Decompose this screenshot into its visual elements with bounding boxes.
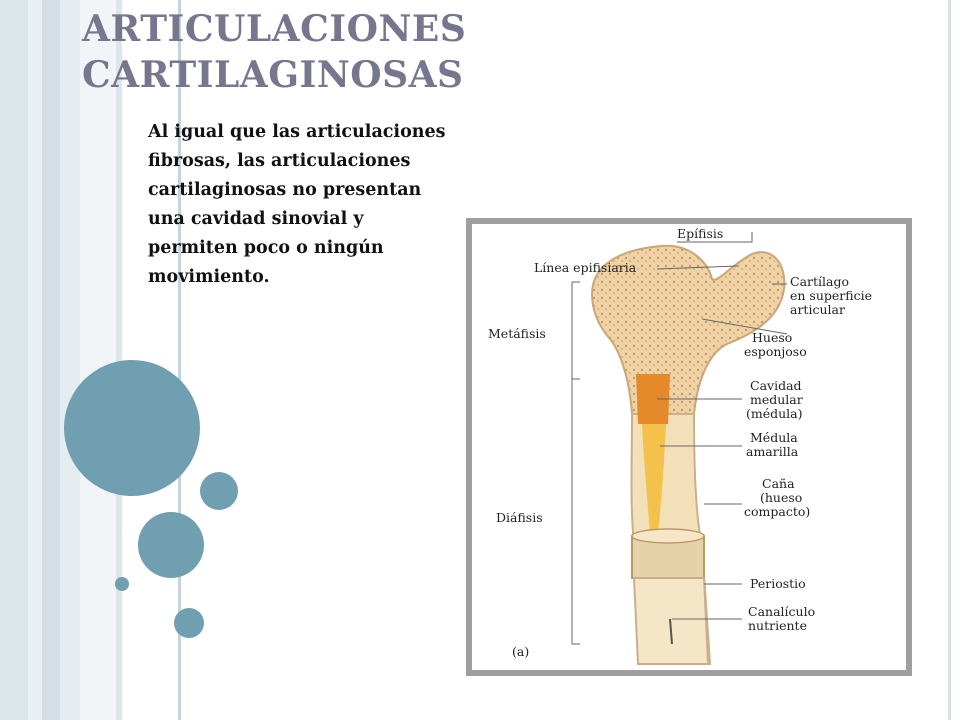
label-hueso-esponjoso: Hueso	[752, 330, 793, 345]
label-cavidad-medular: medular	[750, 392, 803, 407]
decor-stripe	[60, 0, 80, 720]
body-line: fibrosas, las articulaciones	[148, 151, 411, 171]
body-line: cartilaginosas no presentan	[148, 180, 422, 200]
label-cana: (hueso	[760, 490, 803, 505]
decor-stripe	[0, 0, 28, 720]
decor-stripe	[42, 0, 60, 720]
label-metafisis: Metáfisis	[488, 326, 546, 341]
label-cartilago: articular	[790, 302, 845, 317]
label-cavidad-medular: Cavidad	[750, 378, 802, 393]
label-medula-amarilla: amarilla	[746, 444, 799, 459]
bone-diagram	[472, 224, 906, 670]
label-medula-amarilla: Médula	[750, 430, 798, 445]
bone-figure-frame	[466, 218, 912, 676]
label-periostio: Periostio	[750, 576, 806, 591]
decor-stripe	[28, 0, 42, 720]
label-hueso-esponjoso: esponjoso	[744, 344, 807, 359]
label-canaliculo: nutriente	[748, 618, 807, 633]
body-line: Al igual que las articulaciones	[148, 122, 446, 142]
decor-stripe	[948, 0, 951, 720]
decor-circle	[115, 577, 129, 591]
body-line: una cavidad sinovial y	[148, 209, 364, 229]
decor-circle	[64, 360, 200, 496]
label-canaliculo: Canalículo	[748, 604, 816, 619]
slide-title-line: CARTILAGINOSAS	[82, 54, 464, 96]
label-epifisis: Epífisis	[677, 226, 724, 241]
label-diafisis: Diáfisis	[496, 510, 543, 525]
slide-title-line: ARTICULACIONES	[82, 8, 467, 50]
decor-circle	[174, 608, 204, 638]
label-linea-epifisiaria: Línea epifisiaria	[534, 260, 637, 275]
label-panel-a: (a)	[512, 644, 530, 659]
label-cavidad-medular: (médula)	[746, 406, 803, 421]
label-cana: Caña	[762, 476, 795, 491]
body-line: movimiento.	[148, 267, 270, 287]
label-cartilago: en superficie	[790, 288, 872, 303]
decor-stripe	[80, 0, 116, 720]
slide-title	[82, 6, 466, 98]
body-line: permiten poco o ningún	[148, 238, 384, 258]
bone-figure	[472, 224, 906, 670]
decor-circle	[200, 472, 238, 510]
label-cartilago: Cartílago	[790, 274, 849, 289]
decor-circle	[138, 512, 204, 578]
label-cana: compacto)	[744, 504, 811, 519]
